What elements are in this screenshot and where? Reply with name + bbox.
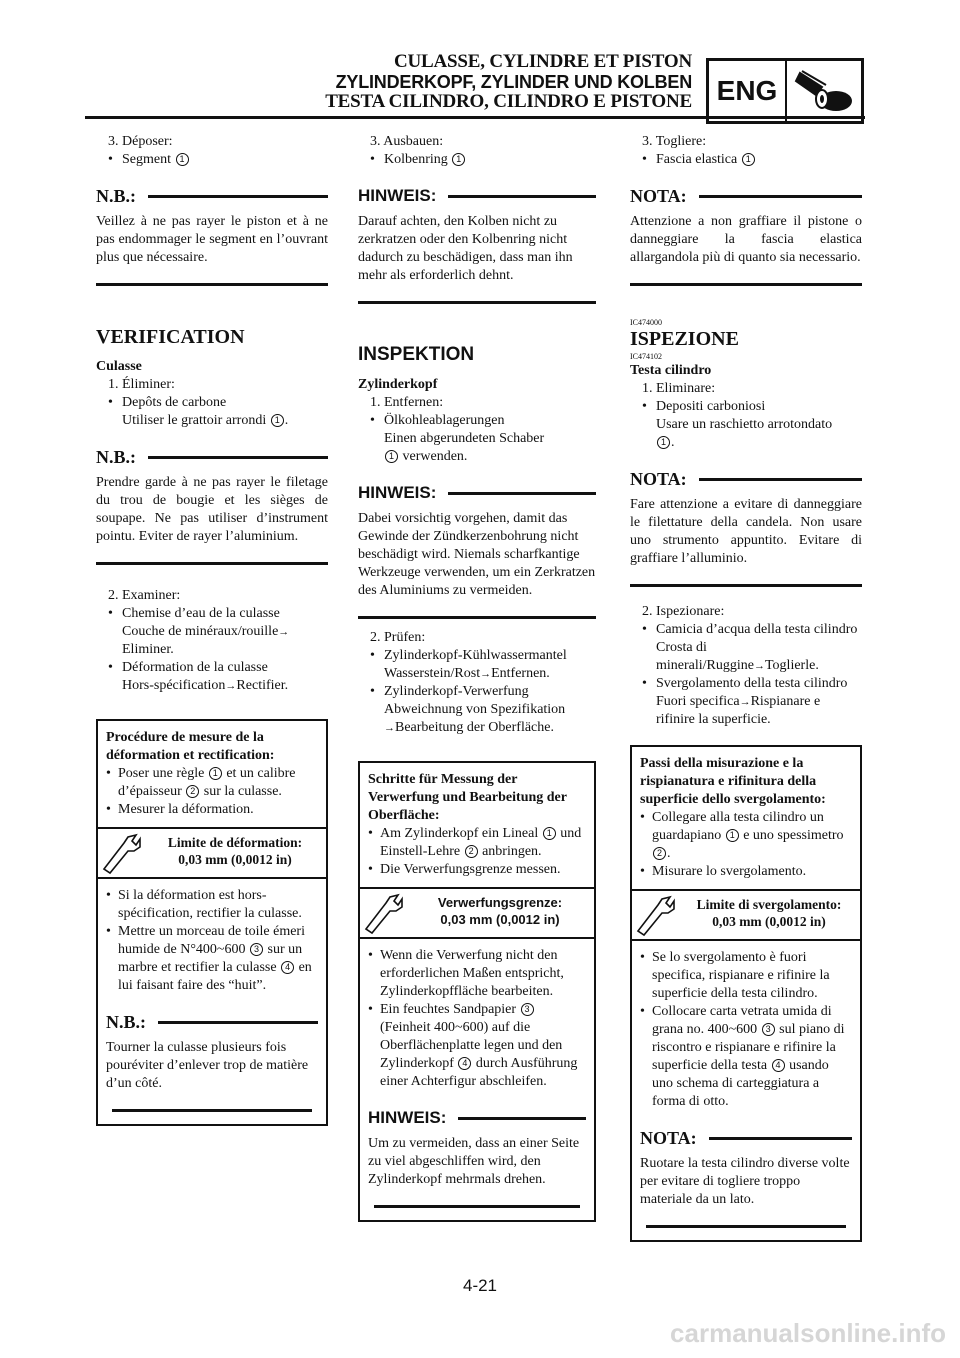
de-spec-row: [360, 887, 594, 939]
it-step3: 3. Togliere:: [642, 134, 707, 149]
wrench-icon: [632, 891, 678, 939]
de-subsection: Zylinderkopf: [358, 377, 438, 392]
it-box-bullet2: • Misurare lo svergolamento.: [640, 863, 852, 881]
de-step1-detail: Einen abgerundeten Schaber 1 verwenden.: [384, 431, 545, 464]
fr-spec-title: Limite de déformation:: [167, 835, 303, 850]
watermark: carmanualsonline.info: [670, 1318, 946, 1348]
it-step2: 2. Ispezionare:: [642, 604, 725, 619]
de-nb1-text: Darauf achten, den Kolben nicht zu zerkratzen oder den Kolbenring nicht dadurch zu beschädigen, dass man ihn mehr als erforderlich dehnt.: [358, 214, 573, 283]
it-nb1-end-rule: [630, 283, 862, 286]
section-badge-label: ENG: [709, 61, 787, 121]
it-nb2-text: Fare attenzione a evitare di danneggiare le filettature della candela. Non usare uno strumento appuntito. Evitare di graffiare l’alluminio.: [630, 497, 862, 566]
it-nb3-text: Ruotare la testa cilindro diverse volte per evitare di togliere troppo materiale da un lato.: [640, 1156, 850, 1207]
fr-nb2-heading: N.B.:: [96, 448, 328, 466]
fr-step3-item: • Segment 1: [122, 152, 190, 167]
it-spec-title: Limite di svergolamento:: [696, 897, 842, 912]
fr-nb1-text: Veillez à ne pas rayer le piston et à ne pas endommager le segment en l’ouvrant plus que nécessaire.: [96, 214, 328, 265]
page-number: 4-21: [462, 1276, 498, 1295]
fr-step2-item2-detail: Hors-spécification→Rectifier.: [122, 678, 289, 693]
de-box-bullet4: • Ein feuchtes Sandpapier 3 (Feinheit 400~600) auf die Oberflächenplatte legen und den Zylinderkopf 4 durch Ausführung einer Achterfigur abschleifen.: [368, 1001, 586, 1091]
engine-icon: [787, 61, 861, 121]
it-step3-item: • Fascia elastica 1: [656, 152, 756, 167]
wrench-icon: [98, 829, 144, 877]
section-badge: [706, 58, 864, 124]
de-nb2-heading: HINWEIS:: [358, 484, 596, 502]
de-step2: 2. Prüfen:: [370, 630, 426, 645]
it-step2-item2-detail: Fuori specifica→Rispianare e rifinire la superficie.: [656, 694, 821, 727]
fr-section-title: VERIFICATION: [96, 326, 245, 348]
de-section-title: INSPEKTION: [358, 344, 475, 365]
it-box-bullet1: • Collegare alla testa cilindro un guardapiano 1 e uno spessimetro 2 .: [640, 809, 852, 863]
de-step2-item1: • Zylinderkopf-Kühlwassermantel: [384, 648, 567, 663]
de-nb2-text: Dabei vorsichtig vorgehen, damit das Gewinde der Zündkerzenbohrung nicht beschädigt wird. Niemals scharfkantige Werkzeuge verwenden, um ein Zerkratzen des Aluminiums zu vermeiden.: [358, 511, 596, 598]
it-spec-row: [632, 889, 860, 941]
de-step2-item1-detail: Wasserstein/Rost→Entfernen.: [384, 666, 550, 681]
fr-step2-item2: • Déformation de la culasse: [122, 660, 268, 675]
de-procedure-box: [358, 761, 596, 1222]
it-step1-detail: Usare un raschietto arrotondato 1 .: [656, 417, 833, 450]
de-step1: 1. Entfernen:: [370, 395, 444, 410]
it-step1-item: • Depositi carboniosi: [656, 399, 765, 414]
de-box-bullet2: • Die Verwerfungsgrenze messen.: [368, 861, 586, 879]
it-step1: 1. Eliminare:: [642, 381, 716, 396]
de-box-title: Schritte für Messung der Verwerfung und Bearbeitung der Oberfläche:: [368, 772, 567, 823]
fr-box-bullet3: • Si la déformation est hors-spécification, rectifier la culasse.: [106, 887, 318, 923]
fr-step2: 2. Examiner:: [108, 588, 181, 603]
it-nb3-end-rule: [646, 1225, 846, 1228]
de-nb3-end-rule: [374, 1205, 580, 1208]
it-box-bullet4: • Collocare carta vetrata umida di grana no. 400~600 3 sul piano di riscontro e rispianare e rifinire la superficie della testa 4 usando uno schema di carteggiatura a forma di otto.: [640, 1003, 852, 1111]
fr-nb3-end-rule: [112, 1109, 312, 1112]
column-german: [358, 133, 596, 1222]
header-title-fr: CULASSE, CYLINDRE ET PISTON: [394, 51, 692, 72]
it-box-title: Passi della misurazione e la rispianatura e rifinitura della superficie dello svergolamento:: [640, 756, 826, 807]
de-step1-item: • Ölkohleablagerungen: [384, 413, 505, 428]
de-spec-value: 0,03 mm (0,0012 in): [440, 912, 560, 927]
header-title-de: ZYLINDERKOPF, ZYLINDER UND KOLBEN: [335, 72, 692, 92]
de-nb3-text: Um zu vermeiden, dass an einer Seite zu viel abgeschliffen wird, den Zylinderkopf mehrmals drehen.: [368, 1136, 580, 1187]
it-nb1-heading: NOTA:: [630, 187, 862, 205]
fr-step2-item1-action: Eliminer.: [122, 642, 174, 657]
de-nb1-heading: HINWEIS:: [358, 187, 596, 205]
fr-spec-row: [98, 827, 326, 879]
it-nb2-heading: NOTA:: [630, 470, 862, 488]
it-nb3-heading: NOTA:: [640, 1129, 852, 1147]
fr-step1: 1. Éliminer:: [108, 377, 175, 392]
de-spec-title: Verwerfungsgrenze:: [437, 895, 563, 910]
it-step2-item2: • Svergolamento della testa cilindro: [656, 676, 847, 691]
fr-box-bullet1: • Poser une règle 1 et un calibre d’épaisseur 2 sur la culasse.: [106, 765, 318, 801]
fr-subsection: Culasse: [96, 359, 142, 374]
fr-nb2-text: Prendre garde à ne pas rayer le filetage du trou de bougie et les sièges de soupape. Ne pas utiliser d’instrument pointu. Eviter de rayer l’aluminium.: [96, 475, 328, 544]
fr-nb3-heading: N.B.:: [106, 1013, 318, 1031]
it-subsection: Testa cilindro: [630, 363, 712, 378]
it-step2-item1-detail: Crosta di minerali/Ruggine→Toglierle.: [656, 640, 819, 673]
it-nb1-text: Attenzione a non graffiare il pistone o danneggiare la fascia elastica allargandola più di quanto sia necessario.: [630, 214, 862, 265]
it-subsection-code: IC474102: [630, 352, 662, 361]
it-procedure-box: [630, 745, 862, 1242]
wrench-icon: [360, 889, 406, 937]
column-italian: [630, 133, 862, 1242]
it-step2-item1: • Camicia d’acqua della testa cilindro: [656, 622, 857, 637]
de-nb3-heading: HINWEIS:: [368, 1109, 586, 1127]
fr-nb1-heading: N.B.:: [96, 187, 328, 205]
de-step3-item: • Kolbenring 1: [384, 152, 466, 167]
fr-step3: 3. Déposer:: [108, 134, 173, 149]
it-spec-value: 0,03 mm (0,0012 in): [712, 914, 826, 929]
fr-spec-value: 0,03 mm (0,0012 in): [178, 852, 292, 867]
de-box-bullet3: • Wenn die Verwerfung nicht den erforderlichen Maßen entspricht, Zylinderkopffläche bearbeiten.: [368, 947, 586, 1001]
fr-box-bullet2: • Mesurer la déformation.: [106, 801, 318, 819]
fr-nb1-end-rule: [96, 283, 328, 286]
fr-step2-item1-detail: Couche de minéraux/rouille→: [122, 624, 290, 639]
fr-step2-item1: • Chemise d’eau de la culasse: [122, 606, 280, 621]
de-nb1-end-rule: [358, 301, 596, 304]
de-step3: 3. Ausbauen:: [370, 134, 444, 149]
fr-step1-item: • Depôts de carbone: [122, 395, 226, 410]
fr-step1-detail: Utiliser le grattoir arrondi 1 .: [122, 413, 289, 428]
it-section-code: IC474000: [630, 318, 662, 327]
de-step2-item2-detail: Abweichnung von Spezifikation →Bearbeitung der Oberfläche.: [384, 702, 566, 735]
fr-procedure-box: [96, 719, 328, 1126]
fr-box-bullet4: • Mettre un morceau de toile émeri humide de N°400~600 3 sur un marbre et rectifier la culasse 4 en lui faisant faire des “huit”.: [106, 923, 318, 995]
de-step2-item2: • Zylinderkopf-Verwerfung: [384, 684, 529, 699]
column-french: [96, 133, 328, 1126]
it-box-bullet3: • Se lo svergolamento è fuori specifica, rispianare e rifinire la superficie della testa cilindro.: [640, 949, 852, 1003]
fr-nb3-text: Tourner la culasse plusieurs fois pouréviter d’enlever trop de matière d’un côté.: [106, 1040, 309, 1091]
fr-box-title: Procédure de mesure de la déformation et rectification:: [106, 730, 275, 763]
header-title-it: TESTA CILINDRO, CILINDRO E PISTONE: [325, 91, 692, 112]
de-box-bullet1: • Am Zylinderkopf ein Lineal 1 und Einstell-Lehre 2 anbringen.: [368, 825, 586, 861]
header-titles: [0, 52, 692, 112]
it-section-title: ISPEZIONE: [630, 328, 739, 350]
